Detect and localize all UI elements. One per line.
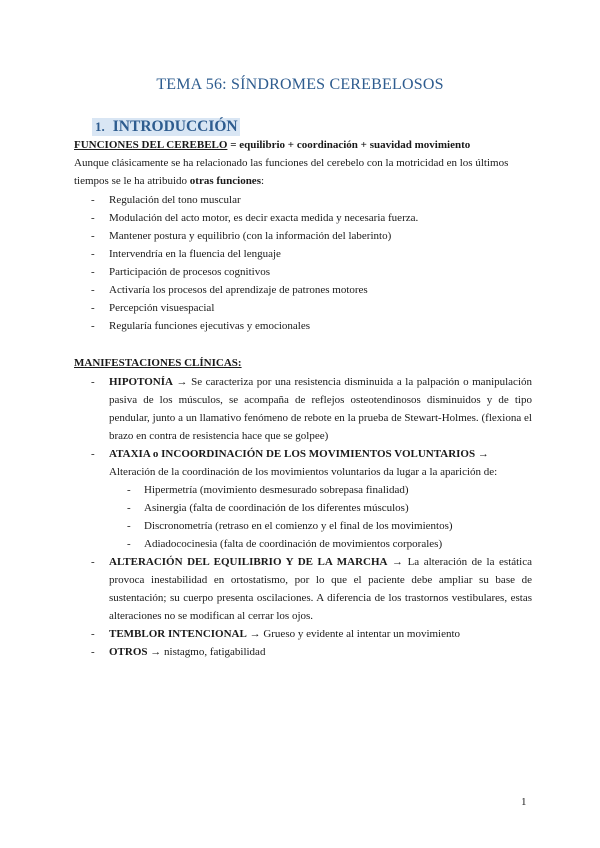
manifestations-list	[74, 373, 532, 661]
list-item-hipotonia: - HIPOTONÍA → Se caracteriza por una resistencia disminuida a la palpación o manipulación pasiva de los músculos, se acompaña de reflejos osteotendinosos disminuidos y de tipo pendular, junto a un llamativo fenómeno de rebote en la prueba de Stewart-Holmes. (flexiona el brazo en contra de resistencia hace que se golpee)	[91, 376, 532, 442]
sub-list-item: - Asinergia (falta de coordinación de los diferentes músculos)	[127, 502, 409, 514]
sub-list-item: - Discronometría (retraso en el comienzo y el final de los movimientos)	[127, 520, 453, 532]
functions-equation: = equilibrio + coordinación + suavidad movimiento	[227, 139, 471, 151]
manifestations-heading-row	[74, 354, 532, 372]
other-functions-term: otras funciones	[189, 175, 261, 187]
sub-list-item: - Hipermetría (movimiento desmesurado sobrepasa finalidad)	[127, 484, 409, 496]
section-label: INTRODUCCIÓN	[112, 118, 238, 135]
page-number: 1	[521, 796, 527, 808]
list-item: - Participación de procesos cognitivos	[91, 266, 270, 278]
ataxia-description: Alteración de la coordinación de los movimientos voluntarios da lugar a la aparición de:	[109, 466, 498, 478]
section-number: 1.	[95, 119, 105, 134]
list-item: - Regulación del tono muscular	[91, 194, 241, 206]
list-item-equilibrio: - ALTERACIÓN DEL EQUILIBRIO Y DE LA MARCHA → La alteración de la estática provoca inestabilidad en ortostatismo, por lo que el paciente debe ampliar su base de sustentación; su cuerpo presenta oscilaciones. A diferencia de los trastornos vestibulares, estas alteraciones no se modifican al cerrar los ojos.	[91, 556, 533, 622]
list-item-otros: - OTROS → nistagmo, fatigabilidad	[91, 646, 266, 658]
list-item-temblor: - TEMBLOR INTENCIONAL → Grueso y evidente al intentar un movimiento	[91, 628, 461, 640]
list-item: - Regularía funciones ejecutivas y emocionales	[91, 320, 310, 332]
functions-definition	[74, 136, 532, 154]
manifestations-heading: MANIFESTACIONES CLÍNICAS:	[74, 357, 242, 369]
list-item: - Mantener postura y equilibrio (con la información del laberinto)	[91, 230, 392, 242]
list-item: - Intervendría en la fluencia del lenguaje	[91, 248, 281, 260]
page-title: TEMA 56: SÍNDROMES CEREBELOSOS	[156, 76, 444, 93]
functions-heading: FUNCIONES DEL CEREBELO	[74, 139, 228, 151]
section-heading	[92, 118, 240, 136]
functions-list	[74, 191, 532, 335]
list-item-ataxia: - ATAXIA o INCOORDINACIÓN DE LOS MOVIMIENTOS VOLUNTARIOS →	[91, 448, 489, 460]
functions-intro: Aunque clásicamente se ha relacionado las funciones del cerebelo con la motricidad en los últimos tiempos se le ha atribuido otras funciones:	[74, 157, 509, 187]
list-item: - Activaría los procesos del aprendizaje de patrones motores	[91, 284, 368, 296]
list-item: - Modulación del acto motor, es decir exacta medida y necesaria fuerza.	[91, 212, 419, 224]
list-item: - Percepción visuespacial	[91, 302, 215, 314]
sub-list-item: - Adiadococinesia (falta de coordinación de movimientos corporales)	[127, 538, 443, 550]
